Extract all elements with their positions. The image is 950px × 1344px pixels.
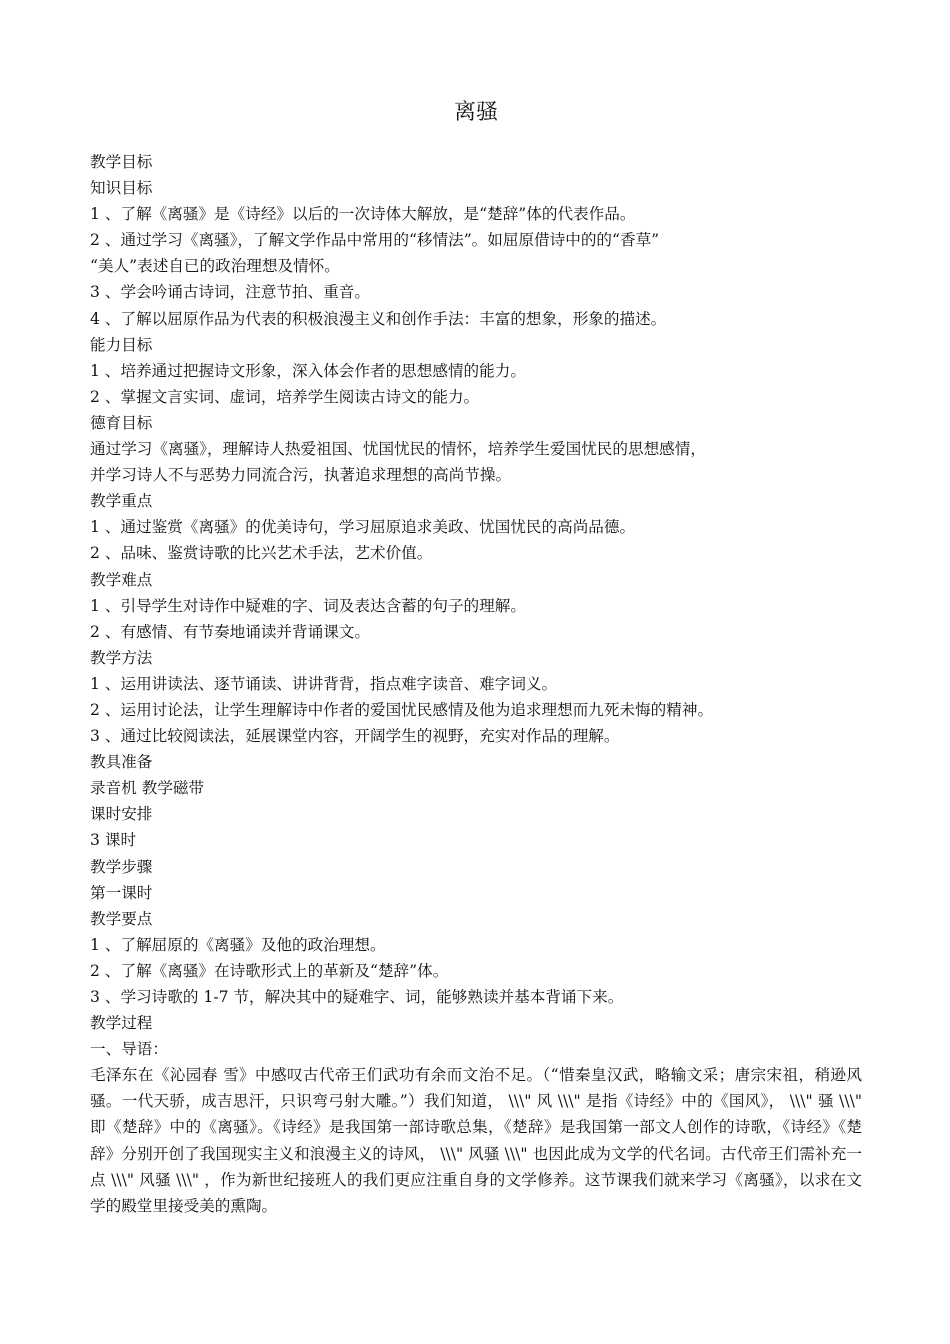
intro-paragraph: 毛泽东在《沁园春 雪》中感叹古代帝王们武功有余而文治不足。（“惜秦皇汉武，略输文采；唐宗宋祖，稍逊风骚。一代天骄，成吉思汗，只识弯弓射大雕。”）我们知道， \\\" 风 \\\" 是指《诗经》中的《国风》， \\\" 骚 \\\" 即《楚辞》中的《离骚》。《诗经》是我国第一部诗歌总集，《楚辞》是我国第一部文人创作的诗歌，《诗经》《楚辞》分别开创了我国现实主义和浪漫主义的诗风， \\\" 风骚 \\\" 也因此成为文学的代名词。古代帝王们需补充一点 \\\" 风骚 \\\" ，作为新世纪接班人的我们更应注重自身的文学修养。这节课我们就来学习《离骚》，以求在文学的殿堂里接受美的熏陶。 <box>90 1066 862 1215</box>
text-line: 能力目标 <box>90 335 153 354</box>
text-line: 教具准备 <box>90 753 153 772</box>
text-line: 2 、通过学习《离骚》，了解文学作品中常用的“移情法”。如屈原借诗中的的“香草” <box>90 231 660 250</box>
text-line: 教学方法 <box>90 648 153 667</box>
text-line: 2 、品味、鉴赏诗歌的比兴艺术手法，艺术价值。 <box>90 544 433 563</box>
text-line: 4 、了解以屈原作品为代表的积极浪漫主义和创作手法：丰富的想象，形象的描述。 <box>90 309 667 328</box>
text-line: 知识目标 <box>90 179 153 198</box>
text-line: 3 、学会吟诵古诗词，注意节拍、重音。 <box>90 283 370 302</box>
text-line: 教学过程 <box>90 1014 153 1033</box>
text-line: 教学重点 <box>90 492 153 511</box>
text-line: 3 课时 <box>90 831 137 850</box>
text-line: 1 、培养通过把握诗文形象，深入体会作者的思想感情的能力。 <box>90 361 526 380</box>
text-line: 3 、学习诗歌的 1-7 节，解决其中的疑难字、词，能够熟读并基本背诵下来。 <box>90 988 624 1006</box>
text-line: 通过学习《离骚》，理解诗人热爱祖国、忧国忧民的情怀，培养学生爱国忧民的思想感情， <box>90 440 706 459</box>
text-line: 1 、运用讲读法、逐节诵读、讲讲背背，指点难字读音、难字词义。 <box>90 674 558 693</box>
text-line: 一、导语： <box>90 1040 168 1059</box>
text-line: 1 、通过鉴赏《离骚》的优美诗句，学习屈原追求美政、忧国忧民的高尚品德。 <box>90 518 636 537</box>
text-line: “美人”表述自已的政治理想及情怀。 <box>90 257 340 276</box>
text-line: 2 、了解《离骚》在诗歌形式上的革新及“楚辞”体。 <box>90 961 449 980</box>
document-title: 离骚 <box>453 100 498 125</box>
text-line: 2 、运用讨论法，让学生理解诗中作者的爱国忧民感情及他为追求理想而九死未悔的精神。 <box>90 700 714 719</box>
text-line: 录音机 教学磁带 <box>90 779 205 798</box>
text-line: 1 、了解《离骚》是《诗经》以后的一次诗体大解放，是“楚辞”体的代表作品。 <box>90 205 636 224</box>
text-line: 课时安排 <box>90 805 153 824</box>
text-line: 1 、引导学生对诗作中疑难的字、词及表达含蓄的句子的理解。 <box>90 596 526 615</box>
text-line: 德育目标 <box>90 413 153 432</box>
text-line: 并学习诗人不与恶势力同流合污，执著追求理想的高尚节操。 <box>90 466 512 485</box>
text-line: 2 、掌握文言实词、虚词，培养学生阅读古诗文的能力。 <box>90 387 480 406</box>
text-line: 3 、通过比较阅读法，延展课堂内容，开阔学生的视野，充实对作品的理解。 <box>90 727 620 746</box>
document-page <box>90 96 862 1219</box>
text-line: 教学要点 <box>90 909 153 928</box>
text-line: 第一课时 <box>90 883 153 902</box>
document-body <box>90 149 862 1062</box>
text-line: 教学目标 <box>90 153 153 171</box>
text-line: 教学步骤 <box>90 857 153 876</box>
text-line: 1 、了解屈原的《离骚》及他的政治理想。 <box>90 935 386 954</box>
text-line: 教学难点 <box>90 570 153 589</box>
text-line: 2 、有感情、有节奏地诵读并背诵课文。 <box>90 622 370 641</box>
